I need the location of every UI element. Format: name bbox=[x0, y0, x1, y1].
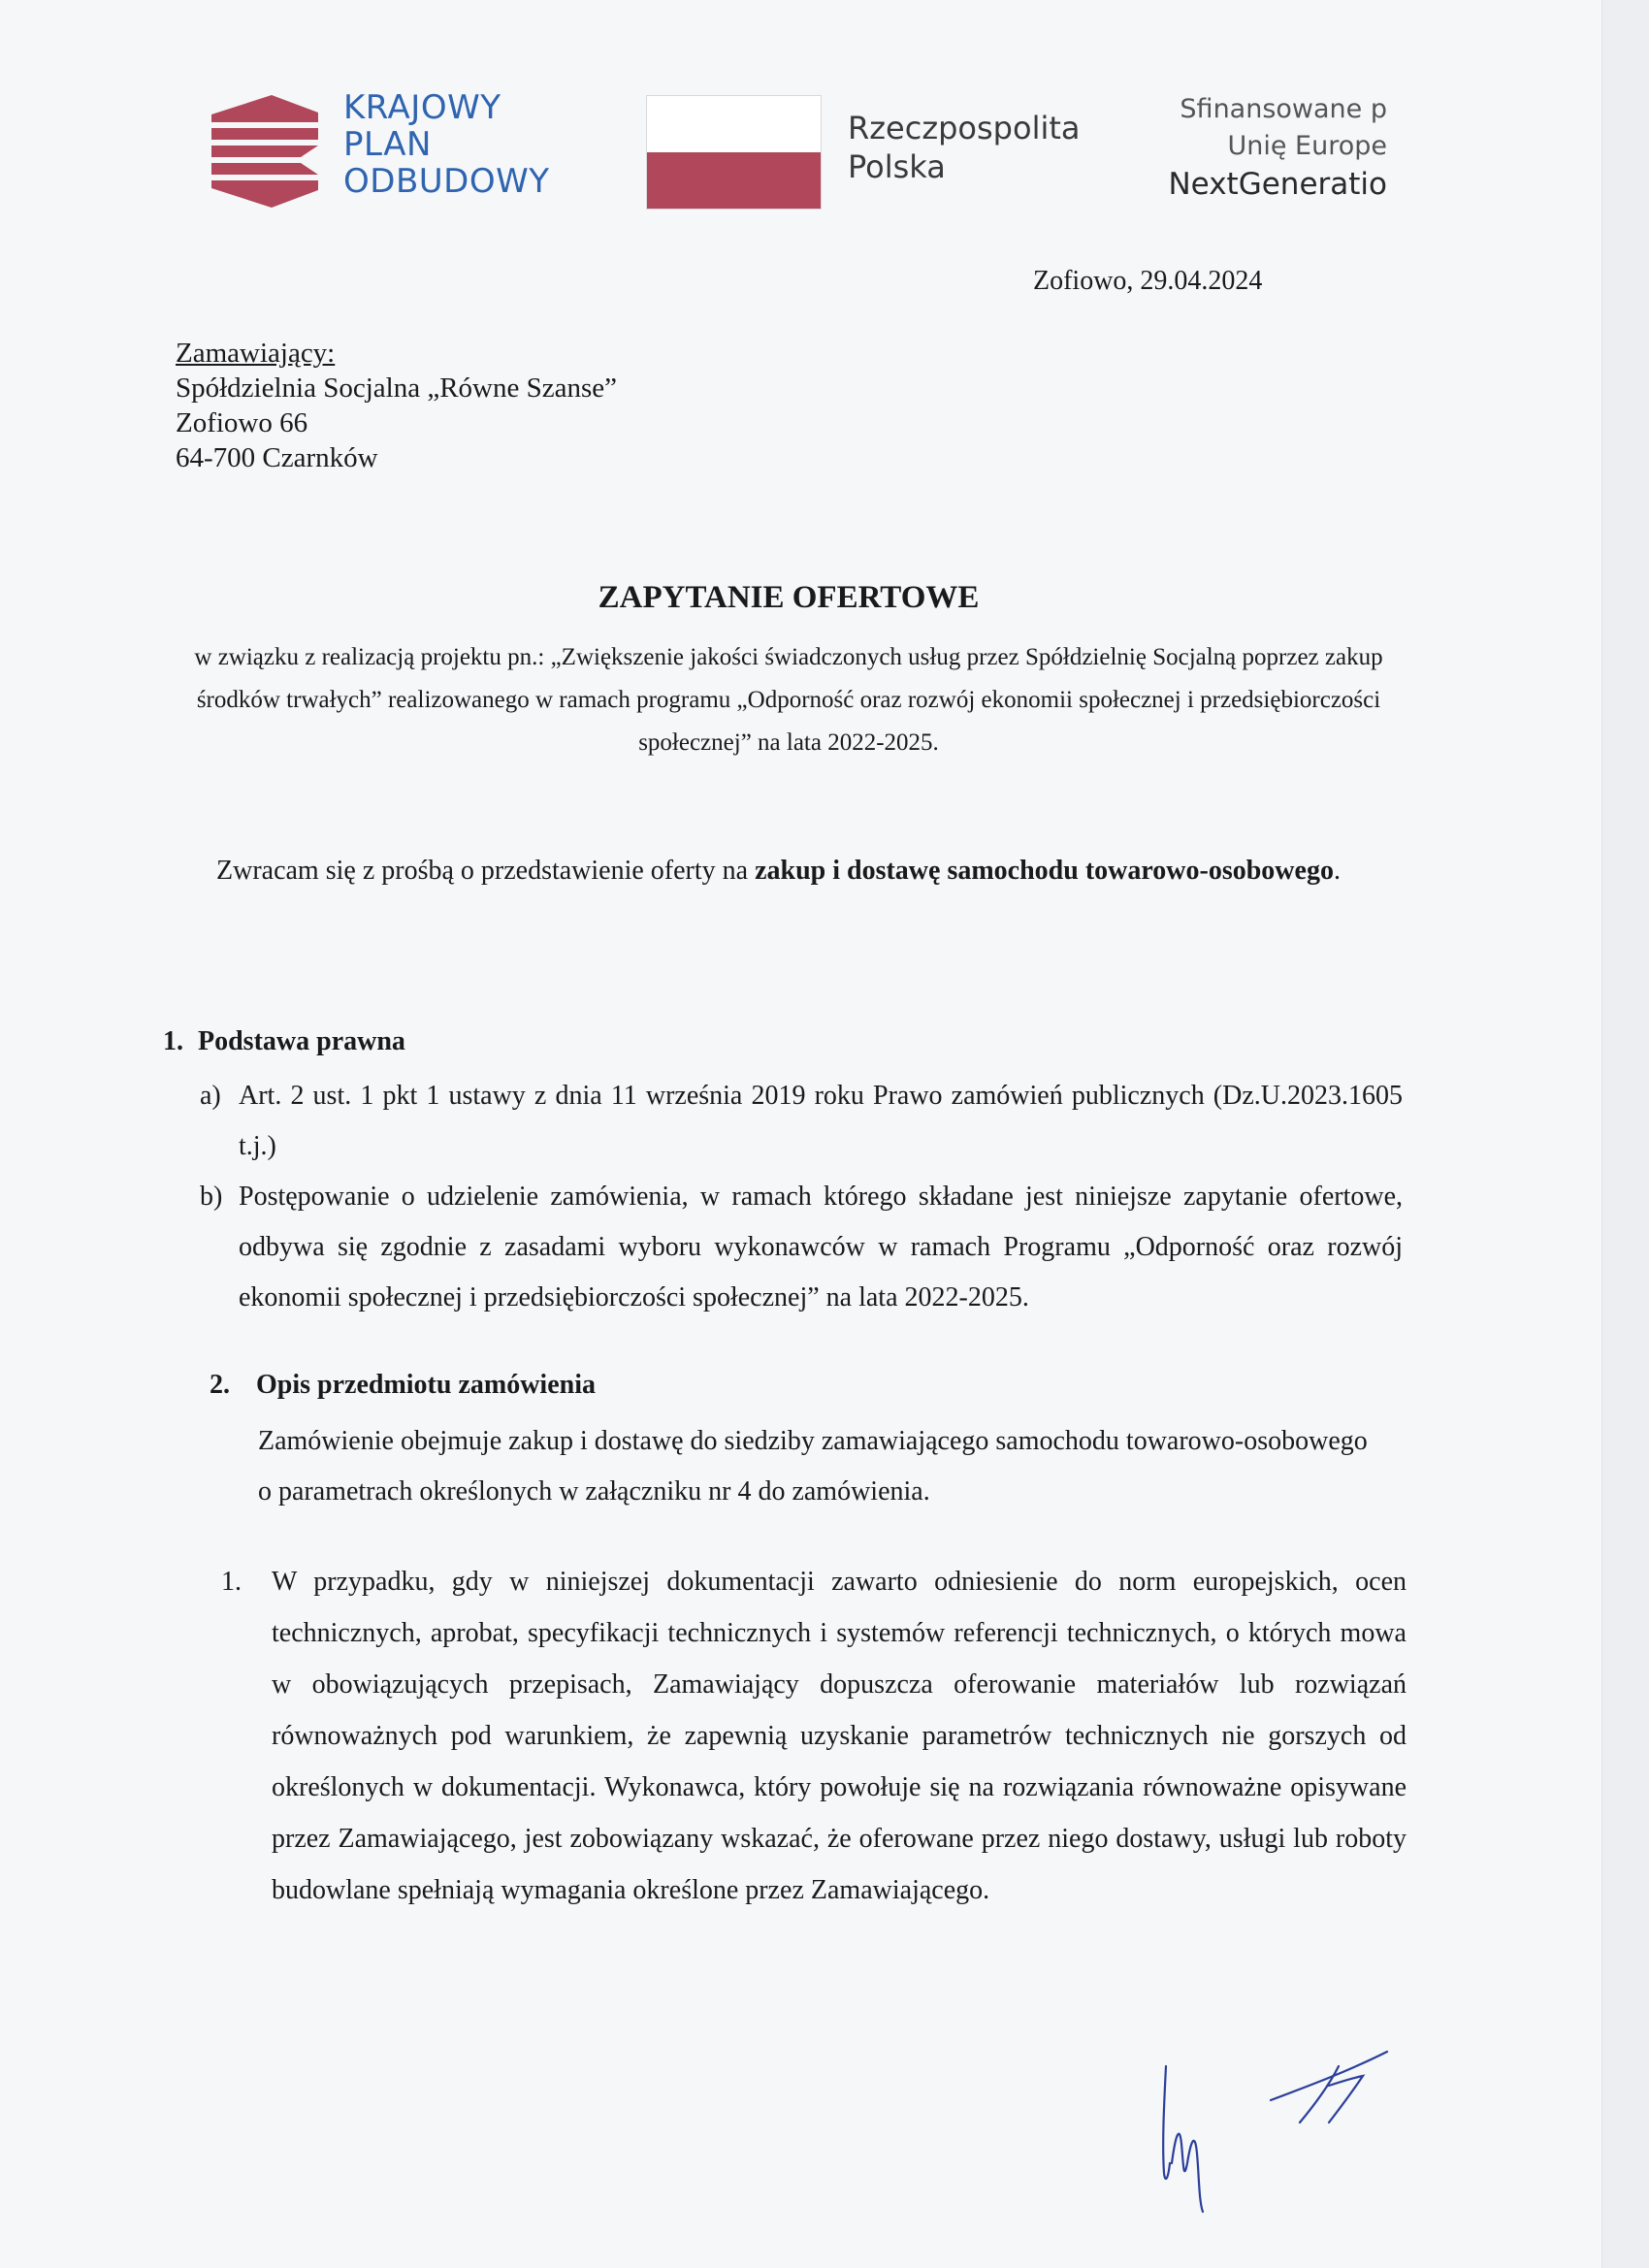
item-b-text: Postępowanie o udzielenie zamówienia, w ramach którego składane jest niniejsze zapytanie ofertowe, odbywa się zgodnie z zasadami wyboru wykonawców w ramach Programu „Odporność oraz rozwój ekonomii społecznej i przedsiębiorczości społecznej” na lata 2022-2025. bbox=[239, 1182, 1403, 1312]
rp-line-2: Polska bbox=[848, 148, 946, 185]
eu-line-3: NextGeneratio bbox=[1168, 167, 1387, 202]
section-1-item-b bbox=[200, 1172, 1403, 1323]
orderer-address bbox=[176, 336, 617, 475]
rp-line-1: Rzeczpospolita bbox=[848, 110, 1081, 146]
orderer-label: Zamawiający: bbox=[176, 338, 336, 369]
section-1-item-a bbox=[200, 1071, 1403, 1172]
rp-logo-text bbox=[848, 109, 1081, 186]
kpo-logo-text bbox=[343, 89, 549, 200]
scan-edge bbox=[1601, 0, 1649, 2268]
item-a-mark: a) bbox=[200, 1081, 221, 1111]
section-2-description: Zamówienie obejmuje zakup i dostawę do siedziby zamawiającego samochodu towarowo-osobowego o parametrach określonych w załączniku nr 4 do zamówienia. bbox=[258, 1426, 1368, 1507]
offer-request bbox=[216, 846, 1402, 896]
eu-line-2: Unię Europe bbox=[1227, 131, 1387, 161]
item-b-mark: b) bbox=[200, 1182, 223, 1212]
document-date: Zofiowo, 29.04.2024 bbox=[1033, 266, 1263, 296]
orderer-street: Zofiowo 66 bbox=[176, 407, 308, 438]
request-end: . bbox=[1333, 856, 1341, 886]
request-text: Zwracam się z prośbą o przedstawienie oferty na bbox=[216, 856, 756, 886]
eu-line-1: Sfinansowane p bbox=[1180, 94, 1387, 124]
eu-funding-logo-text bbox=[1086, 91, 1387, 208]
kpo-line-3: ODBUDOWY bbox=[343, 162, 550, 201]
orderer-name: Spółdzielnia Socjalna „Równe Szanse” bbox=[176, 373, 618, 404]
request-subject: zakup i dostawę samochodu towarowo-osobowego bbox=[755, 856, 1334, 886]
point-1-text: W przypadku, gdy w niniejszej dokumentacji zawarto odniesienie do norm europejskich, ocen technicznych, aprobat, specyfikacji technicznych i systemów referencji technicznych, o których mowa w obowiązujących przepisach, Zamawiający dopuszcza oferowanie materiałów lub rozwiązań równoważnych pod warunkiem, że zapewnią uzyskanie parametrów technicznych nie gorszych od określonych w dokumentacji. Wykonawca, który powołuje się na rozwiązania równoważne opisywane przez Zamawiającego, jest zobowiązany wskazać, że oferowane przez niego dostawy, usługi lub roboty budowlane spełniają wymagania określone przez Zamawiającego. bbox=[272, 1567, 1406, 1905]
kpo-line-2: PLAN bbox=[343, 125, 432, 164]
project-intro: w związku z realizacją projektu pn.: „Zwiększenie jakości świadczonych usług przez Spółdzielnię Socjalną poprzez zakup środków trwałych” realizowanego w ramach programu „Odporność oraz rozwój ekonomii społecznej i przedsiębiorczości społecznej” na lata 2022-2025. bbox=[194, 644, 1383, 756]
orderer-city: 64-700 Czarnków bbox=[176, 442, 378, 473]
item-a-text: Art. 2 ust. 1 pkt 1 ustawy z dnia 11 września 2019 roku Prawo zamówień publicznych (Dz.U.2023.1605 t.j.) bbox=[239, 1081, 1403, 1161]
polish-flag-icon bbox=[646, 95, 822, 210]
section-2-heading bbox=[210, 1370, 596, 1401]
handwritten-signature bbox=[1145, 2018, 1406, 2231]
kpo-line-1: KRAJOWY bbox=[343, 88, 501, 127]
section-1-title: Podstawa prawna bbox=[198, 1026, 405, 1056]
section-1-number: 1. bbox=[163, 1026, 183, 1056]
document-title: ZAPYTANIE OFERTOWE bbox=[598, 580, 980, 615]
section-2-title: Opis przedmiotu zamówienia bbox=[256, 1370, 596, 1400]
section-1-heading bbox=[163, 1026, 405, 1057]
point-1-mark: 1. bbox=[221, 1567, 242, 1597]
kpo-logo-icon bbox=[211, 93, 318, 210]
section-2-point-1 bbox=[221, 1556, 1406, 1916]
section-2-number: 2. bbox=[210, 1370, 230, 1400]
